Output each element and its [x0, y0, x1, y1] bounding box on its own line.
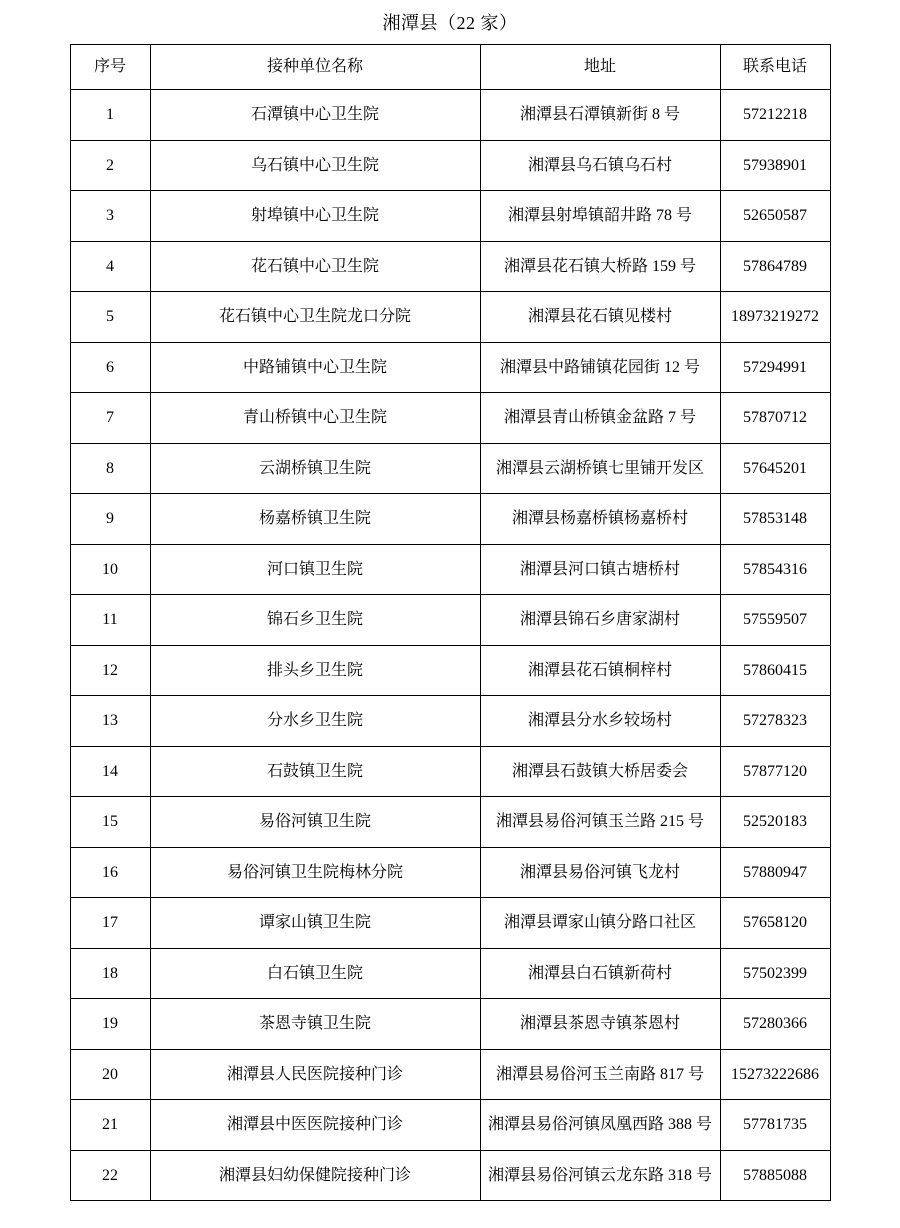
cell-phone: 52650587 [720, 191, 830, 242]
cell-name: 茶恩寺镇卫生院 [150, 999, 480, 1050]
cell-index: 3 [70, 191, 150, 242]
cell-phone: 57853148 [720, 494, 830, 545]
cell-name: 花石镇中心卫生院龙口分院 [150, 292, 480, 343]
cell-index: 12 [70, 645, 150, 696]
cell-name: 杨嘉桥镇卫生院 [150, 494, 480, 545]
cell-name: 花石镇中心卫生院 [150, 241, 480, 292]
cell-address: 湘潭县易俗河镇凤凰西路 388 号 [480, 1100, 720, 1151]
cell-name: 石潭镇中心卫生院 [150, 90, 480, 141]
cell-name: 湘潭县人民医院接种门诊 [150, 1049, 480, 1100]
cell-name: 青山桥镇中心卫生院 [150, 393, 480, 444]
cell-phone: 57938901 [720, 140, 830, 191]
cell-address: 湘潭县云湖桥镇七里铺开发区 [480, 443, 720, 494]
cell-address: 湘潭县锦石乡唐家湖村 [480, 595, 720, 646]
table-row [70, 494, 830, 545]
cell-phone: 57658120 [720, 898, 830, 949]
table-row [70, 948, 830, 999]
cell-address: 湘潭县谭家山镇分路口社区 [480, 898, 720, 949]
cell-index: 1 [70, 90, 150, 141]
cell-phone: 57864789 [720, 241, 830, 292]
cell-name: 河口镇卫生院 [150, 544, 480, 595]
cell-address: 湘潭县分水乡较场村 [480, 696, 720, 747]
cell-address: 湘潭县易俗河镇飞龙村 [480, 847, 720, 898]
table-header [70, 45, 830, 90]
cell-index: 10 [70, 544, 150, 595]
cell-address: 湘潭县花石镇大桥路 159 号 [480, 241, 720, 292]
cell-address: 湘潭县射埠镇韶井路 78 号 [480, 191, 720, 242]
cell-phone: 57885088 [720, 1150, 830, 1201]
cell-phone: 52520183 [720, 797, 830, 848]
cell-name: 白石镇卫生院 [150, 948, 480, 999]
cell-address: 湘潭县石鼓镇大桥居委会 [480, 746, 720, 797]
cell-name: 云湖桥镇卫生院 [150, 443, 480, 494]
cell-address: 湘潭县青山桥镇金盆路 7 号 [480, 393, 720, 444]
cell-index: 11 [70, 595, 150, 646]
cell-name: 乌石镇中心卫生院 [150, 140, 480, 191]
cell-index: 13 [70, 696, 150, 747]
cell-index: 16 [70, 847, 150, 898]
cell-address: 湘潭县茶恩寺镇茶恩村 [480, 999, 720, 1050]
cell-index: 5 [70, 292, 150, 343]
cell-address: 湘潭县易俗河玉兰南路 817 号 [480, 1049, 720, 1100]
cell-index: 9 [70, 494, 150, 545]
table-body [70, 90, 830, 1201]
table-row [70, 443, 830, 494]
table-row [70, 342, 830, 393]
cell-address: 湘潭县易俗河镇云龙东路 318 号 [480, 1150, 720, 1201]
cell-index: 2 [70, 140, 150, 191]
cell-index: 19 [70, 999, 150, 1050]
cell-index: 4 [70, 241, 150, 292]
cell-address: 湘潭县乌石镇乌石村 [480, 140, 720, 191]
table-row [70, 645, 830, 696]
cell-phone: 57854316 [720, 544, 830, 595]
cell-index: 17 [70, 898, 150, 949]
cell-index: 18 [70, 948, 150, 999]
cell-phone: 57559507 [720, 595, 830, 646]
cell-name: 排头乡卫生院 [150, 645, 480, 696]
table-row [70, 797, 830, 848]
cell-phone: 57212218 [720, 90, 830, 141]
cell-name: 易俗河镇卫生院 [150, 797, 480, 848]
cell-address: 湘潭县石潭镇新街 8 号 [480, 90, 720, 141]
cell-phone: 57877120 [720, 746, 830, 797]
cell-index: 22 [70, 1150, 150, 1201]
page-title: 湘潭县（22 家） [382, 13, 518, 33]
table-row [70, 292, 830, 343]
cell-phone: 57278323 [720, 696, 830, 747]
table-row [70, 90, 830, 141]
cell-name: 湘潭县中医医院接种门诊 [150, 1100, 480, 1151]
table-row [70, 847, 830, 898]
table-row [70, 898, 830, 949]
cell-name: 中路铺镇中心卫生院 [150, 342, 480, 393]
cell-phone: 15273222686 [720, 1049, 830, 1100]
cell-index: 21 [70, 1100, 150, 1151]
table-row [70, 746, 830, 797]
table-row [70, 595, 830, 646]
cell-index: 7 [70, 393, 150, 444]
table-row [70, 544, 830, 595]
cell-address: 湘潭县花石镇见楼村 [480, 292, 720, 343]
cell-index: 20 [70, 1049, 150, 1100]
table-row [70, 140, 830, 191]
cell-address: 湘潭县易俗河镇玉兰路 215 号 [480, 797, 720, 848]
cell-name: 谭家山镇卫生院 [150, 898, 480, 949]
table-row [70, 1049, 830, 1100]
cell-phone: 18973219272 [720, 292, 830, 343]
cell-index: 6 [70, 342, 150, 393]
cell-name: 湘潭县妇幼保健院接种门诊 [150, 1150, 480, 1201]
cell-phone: 57781735 [720, 1100, 830, 1151]
table-row [70, 1100, 830, 1151]
cell-phone: 57880947 [720, 847, 830, 898]
cell-index: 15 [70, 797, 150, 848]
cell-name: 石鼓镇卫生院 [150, 746, 480, 797]
cell-name: 锦石乡卫生院 [150, 595, 480, 646]
cell-phone: 57280366 [720, 999, 830, 1050]
cell-address: 湘潭县花石镇桐梓村 [480, 645, 720, 696]
cell-name: 射埠镇中心卫生院 [150, 191, 480, 242]
cell-phone: 57645201 [720, 443, 830, 494]
cell-address: 湘潭县中路铺镇花园街 12 号 [480, 342, 720, 393]
table-header-row [70, 45, 830, 90]
cell-address: 湘潭县河口镇古塘桥村 [480, 544, 720, 595]
column-header-phone: 联系电话 [720, 45, 830, 90]
table-row [70, 1150, 830, 1201]
cell-phone: 57294991 [720, 342, 830, 393]
table-row [70, 241, 830, 292]
column-header-name: 接种单位名称 [150, 45, 480, 90]
table-row [70, 696, 830, 747]
table-row [70, 191, 830, 242]
table-row [70, 999, 830, 1050]
cell-phone: 57870712 [720, 393, 830, 444]
cell-address: 湘潭县杨嘉桥镇杨嘉桥村 [480, 494, 720, 545]
column-header-address: 地址 [480, 45, 720, 90]
vaccination-sites-table [70, 44, 831, 1201]
table-row [70, 393, 830, 444]
cell-address: 湘潭县白石镇新荷村 [480, 948, 720, 999]
cell-phone: 57860415 [720, 645, 830, 696]
cell-name: 易俗河镇卫生院梅林分院 [150, 847, 480, 898]
cell-phone: 57502399 [720, 948, 830, 999]
column-header-index: 序号 [70, 45, 150, 90]
cell-index: 8 [70, 443, 150, 494]
cell-name: 分水乡卫生院 [150, 696, 480, 747]
cell-index: 14 [70, 746, 150, 797]
